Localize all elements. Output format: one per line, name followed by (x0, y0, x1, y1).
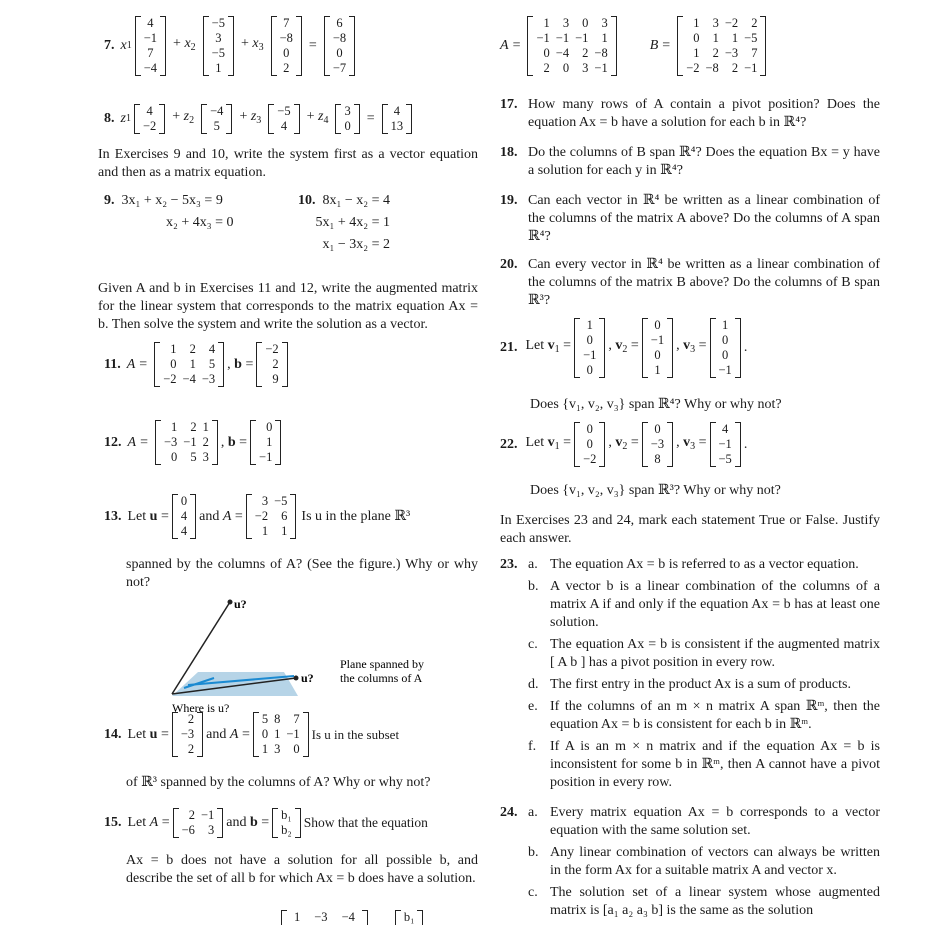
exercise-13: 13. Let u = 0 4 4 and A = 3 −5 −2 6 1 1 Is u in the plane ℝ³ (104, 494, 411, 538)
matrix-entry: −1 (718, 437, 732, 451)
matrix-entry: 1 (654, 363, 661, 377)
matrix-entry: 3 (215, 31, 222, 45)
matrix-entry: 4 (722, 422, 729, 436)
vector-b (256, 342, 287, 387)
matrix-entry: 1 (189, 357, 196, 371)
matrix-entry: 2 (283, 61, 290, 75)
statement-letter: c. (528, 885, 538, 900)
matrix-A (154, 342, 224, 387)
matrix-entry: 1 (601, 31, 608, 45)
instructions-9-10: In Exercises 9 and 10, write the system first as a vector equation and then as a matrix equation. (98, 147, 478, 180)
exercise-21-question: Does {v₁, v₂, v₃} span ℝ⁴? Why or why not? (530, 397, 782, 412)
exercise-18: 18. Do the columns of B span ℝ⁴? Does the equation Bx = y have a solution for each y in ℝ⁴? (500, 145, 880, 178)
exercise-14: 14. Let u = 2 −3 2 and A = 5 8 7 0 1 −1 1 3 0 Is u in the subset (104, 712, 400, 756)
matrix-entry: −2 (583, 452, 597, 466)
statement-letter: a. (528, 557, 538, 572)
matrix-entry: 7 (283, 16, 290, 30)
matrix-entry: 3 (562, 16, 570, 30)
matrix-entry: −5 (211, 16, 225, 30)
matrix-entry: 2 (187, 742, 195, 756)
statement-text: Every matrix equation Ax = b corresponds to a vector equation with the same solution set. (550, 805, 880, 838)
matrix-entry: 8 (654, 452, 661, 466)
matrix-entry: −3 (180, 727, 195, 741)
matrix-entry: 2 (190, 420, 197, 434)
matrix-entry: 1 (261, 742, 269, 756)
matrix-A (527, 16, 616, 76)
exercise-7: 7. x 1 4 −1 7 −4 + $x_2$ −5 3 −5 1 + $x_3$ 7 −8 0 2 = 6 −8 0 −7 (104, 16, 358, 76)
vector (324, 16, 355, 76)
statement-item (528, 844, 880, 880)
statement-text: The solution set of a linear system whose augmented matrix is [a₁ a₂ a₃ b] is the same as the solution (550, 885, 880, 918)
vector (135, 16, 166, 76)
matrix-entry: 0 (654, 348, 661, 362)
matrix-entry: −1 (650, 333, 665, 347)
exercise-8: 8. z 1 4 −2 + $z_2$ −4 5 + $z_3$ −5 4 + $z_4$ 3 0 = 4 13 (104, 104, 415, 134)
matrix-entry: −8 (279, 31, 293, 45)
exercise-15: 15. Let A = 2 −1 −6 3 and b = b₁ b₂ Show that the equation (104, 808, 428, 837)
matrix-entry: 2 (543, 61, 550, 75)
matrix-entry: 0 (722, 348, 729, 362)
matrix-entry: 1 (266, 435, 273, 449)
matrix-entry: 6 (281, 509, 288, 523)
matrix-entry: −6 (181, 823, 195, 837)
statement-item (528, 636, 880, 672)
matrix-entry: 0 (722, 333, 729, 347)
matrix-entry: −3 (650, 437, 665, 451)
exercise-24: 24. a. Every matrix equation Ax = b corresponds to a vector equation with the same solution set. b. Any linear combination of vectors can always be written in the form Ax for a suitable matrix A and vector x. c. The solution set of a linear system whose augmented matrix is [a₁ a₂ a₃ b] is the same as the solution (500, 805, 880, 918)
matrix-entry: 3 (274, 742, 281, 756)
matrix-entry: 3 (344, 104, 351, 118)
statement-text: The first entry in the product Ax is a sum of products. (550, 677, 851, 692)
matrix-entry: −1 (555, 31, 570, 45)
matrix-entry: 4 (146, 104, 153, 118)
matrix-entry: −3 (724, 46, 739, 60)
exercise-22-question: Does {v₁, v₂, v₃} span ℝ³? Why or why not? (530, 483, 781, 498)
matrix-entry: 6 (336, 16, 343, 30)
matrix-entry: b₁ (281, 808, 292, 822)
exercise-10: 10. 8x₁ − x₂ = 4 5x₁ + 4x₂ = 1 x₁ − 3x₂ = 2 (298, 193, 391, 252)
matrix-entry: 1 (261, 524, 269, 538)
exercise-16-partial: 1 −3 −4 b₁ (278, 910, 426, 925)
matrix-entry: 0 (336, 46, 343, 60)
matrix-entry: 2 (189, 342, 196, 356)
u-label-plane: u? (301, 671, 314, 685)
matrix-entry: 1 (712, 31, 719, 45)
matrix-entry: −1 (286, 727, 300, 741)
matrix-entry: 4 (208, 342, 216, 356)
statement-item (528, 676, 880, 694)
vector-u (172, 712, 203, 757)
matrix-entry: 4 (180, 509, 188, 523)
matrix-entry: 0 (293, 742, 300, 756)
matrix-entry: 2 (712, 46, 719, 60)
exercise-23-items (528, 556, 880, 792)
matrix-A (246, 494, 297, 539)
statement-text: The equation Ax = b is consistent if the augmented matrix [ A b ] has a pivot position in every row. (550, 637, 880, 670)
statement-letter: b. (528, 845, 539, 860)
matrix-entry: 0 (654, 422, 661, 436)
matrices-A-B: A = 1 3 0 3 −1 −1 −1 1 0 −4 2 −8 2 0 3 −1 B = 1 3 −2 2 0 1 1 −5 1 2 −3 7 −2 −8 2 −1 (500, 16, 769, 76)
matrix-entry: −5 (277, 104, 291, 118)
matrix-entry: 0 (586, 437, 593, 451)
statement-letter: a. (528, 805, 538, 820)
matrix-entry: −7 (332, 61, 347, 75)
vector (382, 104, 413, 134)
statement-text: If the columns of an m × n matrix A span ℝᵐ, then the equation Ax = b is consistent for each b in ℝᵐ. (550, 699, 880, 732)
statement-item (528, 578, 880, 632)
matrix-entry: 0 (586, 363, 593, 377)
vector-u (172, 494, 196, 539)
statement-letter: f. (528, 739, 537, 754)
vector-b (272, 808, 301, 838)
matrix-entry: 2 (731, 61, 739, 75)
matrix-entry: 1 (170, 342, 177, 356)
matrix-entry: 2 (751, 16, 758, 30)
u-label-top: u? (234, 597, 247, 611)
matrix-entry: −1 (594, 61, 608, 75)
matrix-entry: −2 (265, 342, 279, 356)
statement-text: If A is an m × n matrix and if the equation Ax = b is inconsistent for some b in ℝᵐ, then A cannot have a pivot position in every row. (550, 739, 880, 790)
matrix-B (677, 16, 766, 76)
matrix-entry: 2 (272, 357, 279, 371)
statement-item (528, 556, 880, 574)
u-point-plane (294, 676, 299, 681)
vector (201, 104, 232, 134)
exercise-22: 22. Let $v_1$ = 0 0 −2 , $v_2$ = 0 −3 8 , $v_3$ = 4 −1 −5 . (500, 422, 748, 466)
statement-letter: e. (528, 699, 538, 714)
matrix-entry: 1 (586, 318, 593, 332)
matrix-entry: 3 (601, 16, 608, 30)
matrix-entry: 2 (202, 435, 209, 449)
matrix-entry: 0 (170, 357, 177, 371)
matrix-entry: −8 (332, 31, 347, 45)
vector (268, 104, 299, 134)
matrix-entry: 0 (586, 333, 593, 347)
matrix-entry: −1 (744, 61, 758, 75)
vector-b (250, 420, 281, 465)
matrix-A (173, 808, 224, 838)
matrix-entry: −5 (211, 46, 225, 60)
matrix-entry: 3 (712, 16, 719, 30)
matrix-entry: 0 (283, 46, 290, 60)
statement-letter: c. (528, 637, 538, 652)
matrix-entry: 3 (261, 494, 269, 508)
statement-item (528, 884, 880, 920)
matrix-entry: −8 (705, 61, 719, 75)
matrix-entry: −4 (555, 46, 570, 60)
matrix-entry: −1 (718, 363, 732, 377)
matrix-entry: 0 (693, 31, 700, 45)
matrix-entry: b₂ (281, 823, 292, 837)
matrix-entry: −2 (163, 372, 177, 386)
matrix-entry: 4 (147, 16, 154, 30)
statement-text: The equation Ax = b is referred to as a vector equation. (550, 557, 859, 572)
instructions-11-12: Given A and b in Exercises 11 and 12, write the augmented matrix for the linear system that corresponds to the matrix equation Ax = b. Then solve the system and write the solution as a vector. (98, 281, 478, 332)
matrix-entry: −1 (183, 435, 197, 449)
plane-label-1: Plane spanned by (340, 657, 424, 671)
statement-letter: b. (528, 579, 539, 594)
matrix-entry: 0 (543, 46, 550, 60)
matrix-entry: −1 (583, 348, 597, 362)
matrix-entry: −4 (210, 104, 224, 118)
matrix-A (155, 420, 218, 465)
matrix-entry: −2 (142, 119, 157, 133)
matrix-entry: −3 (163, 435, 178, 449)
matrix-entry: 0 (180, 494, 188, 508)
matrix-entry: −2 (254, 509, 269, 523)
where-label: Where is u? (172, 701, 230, 715)
matrix-entry: 2 (188, 808, 195, 822)
matrix-entry: −1 (143, 31, 158, 45)
matrix-entry: 1 (281, 524, 288, 538)
statement-text: Any linear combination of vectors can always be written in the form Ax for a suitable matrix A and vector x. (550, 845, 880, 878)
statement-item (528, 698, 880, 734)
matrix-entry: −1 (200, 808, 215, 822)
matrix-entry: 4 (393, 104, 400, 118)
u-point-top (228, 600, 233, 605)
matrix-entry: 3 (208, 823, 215, 837)
matrix-entry: 7 (147, 46, 154, 60)
matrix-entry: 0 (266, 420, 273, 434)
statement-text: A vector b is a linear combination of the columns of a matrix A if and only if the equation Ax = b has at least one solution. (550, 579, 880, 630)
matrix-entry: 5 (208, 357, 216, 371)
matrix-entry: 1 (693, 46, 700, 60)
exercise-number: 8. (104, 111, 115, 126)
matrix-entry: 1 (215, 61, 222, 75)
matrix-entry: 7 (293, 712, 300, 726)
matrix-entry: 5 (261, 712, 269, 726)
matrix-entry: 4 (280, 119, 288, 133)
statement-item (528, 804, 880, 840)
matrix-entry: 1 (202, 420, 209, 434)
matrix-entry: 7 (751, 46, 758, 60)
matrix-entry: 0 (562, 61, 570, 75)
matrix-entry: 8 (274, 712, 281, 726)
exercise-15-continued: Ax = b does not have a solution for all possible b, and describe the set of all b for which Ax = b does have a solution. (126, 853, 478, 886)
matrix-entry: −1 (536, 31, 550, 45)
matrix-entry: 1 (294, 910, 301, 924)
matrix-entry: 2 (187, 712, 195, 726)
exercise-12: 12. A = 1 2 1 −3 −1 2 0 5 3 , b = 0 1 −1 (104, 420, 284, 465)
matrix-entry: −4 (182, 372, 196, 386)
matrix-entry: 9 (272, 372, 279, 386)
matrix-entry: 3 (202, 450, 209, 464)
matrix-entry: −4 (341, 910, 355, 924)
matrix-entry: −2 (724, 16, 739, 30)
matrix-entry: 5 (213, 119, 220, 133)
matrix-entry: −1 (259, 450, 273, 464)
vector (271, 16, 302, 76)
matrix-entry: 0 (261, 727, 269, 741)
vector (203, 16, 234, 76)
matrix-entry: −8 (594, 46, 608, 60)
exercise-9: 9. 3x₁ + x₂ − 5x₃ = 9 x₂ + 4x₃ = 0 (104, 193, 234, 230)
statement-letter: d. (528, 677, 539, 692)
exercise-number: 7. (104, 38, 115, 53)
matrix-entry: 13 (390, 119, 404, 133)
matrix-entry: 0 (654, 318, 661, 332)
matrix-entry: −5 (274, 494, 288, 508)
matrix-entry: 0 (586, 422, 593, 436)
matrix-entry: 1 (171, 420, 178, 434)
plane-label-2: the columns of A (340, 671, 423, 685)
vector (335, 104, 359, 134)
matrix-entry: 1 (543, 16, 550, 30)
matrix-entry: 0 (582, 16, 589, 30)
matrix-entry: −2 (686, 61, 700, 75)
matrix-entry: 1 (693, 16, 700, 30)
plane-figure (98, 588, 478, 718)
matrix-entry: −4 (143, 61, 158, 75)
exercise-13-continued: spanned by the columns of A? (See the figure.) Why or why not? (126, 557, 478, 590)
instructions-23-24: In Exercises 23 and 24, mark each statement True or False. Justify each answer. (500, 513, 880, 546)
matrix-entry: 4 (180, 524, 188, 538)
exercise-11: 11. A = 1 2 4 0 1 5 −2 −4 −3 , b = −2 2 9 (104, 342, 291, 387)
matrix-entry: −3 (201, 372, 216, 386)
mat-7-1 (141, 16, 160, 76)
statement-item (528, 738, 880, 792)
matrix-entry: −1 (575, 31, 589, 45)
matrix-A (253, 712, 309, 757)
exercise-14-continued: of ℝ³ spanned by the columns of A? Why or why not? (126, 775, 431, 790)
matrix-entry: −5 (744, 31, 758, 45)
matrix-entry: 0 (344, 119, 351, 133)
matrix-entry: 5 (190, 450, 197, 464)
exercise-19: 19. Can each vector in ℝ⁴ be written as a linear combination of the columns of the matrix A above? Do the columns of A span ℝ⁴? (500, 193, 880, 244)
matrix-entry: 3 (582, 61, 589, 75)
matrix-entry: 1 (731, 31, 739, 45)
matrix-entry: 1 (274, 727, 281, 741)
matrix-entry: 2 (582, 46, 589, 60)
vector (134, 104, 165, 134)
matrix-entry: 0 (171, 450, 178, 464)
matrix-entry: 1 (722, 318, 729, 332)
exercise-21: 21. Let $v_1$ = 1 0 −1 0 , $v_2$ = 0 −1 0 1 , $v_3$ = 1 0 0 −1 . (500, 318, 748, 377)
exercise-20: 20. Can every vector in ℝ⁴ be written as a linear combination of the columns of the matrix B above? Do the columns of B span ℝ³? (500, 257, 880, 308)
matrix-entry: −5 (718, 452, 732, 466)
exercise-17: 17. How many rows of A contain a pivot position? Does the equation Ax = b have a solution for each b in ℝ⁴? (500, 97, 880, 130)
exercise-24-items (528, 804, 880, 920)
matrix-entry: −3 (314, 910, 328, 924)
exercise-23: 23. a. The equation Ax = b is referred to as a vector equation. b. A vector b is a linear combination of the columns of a matrix A if and only if the equation Ax = b has at least one solution. c. The equation Ax = b is consistent if the augmented matrix [ A b ] has a pivot position in every row. d. The first entry in the product Ax is a sum of products. e. If the columns of an m × n matrix A span ℝᵐ, then the equation Ax = b is consistent for each b in ℝᵐ. f. If A is an m × n matrix and if the equation Ax = b is inconsistent for some b in ℝᵐ, then A cannot have a pivot position in every row. (500, 557, 880, 790)
